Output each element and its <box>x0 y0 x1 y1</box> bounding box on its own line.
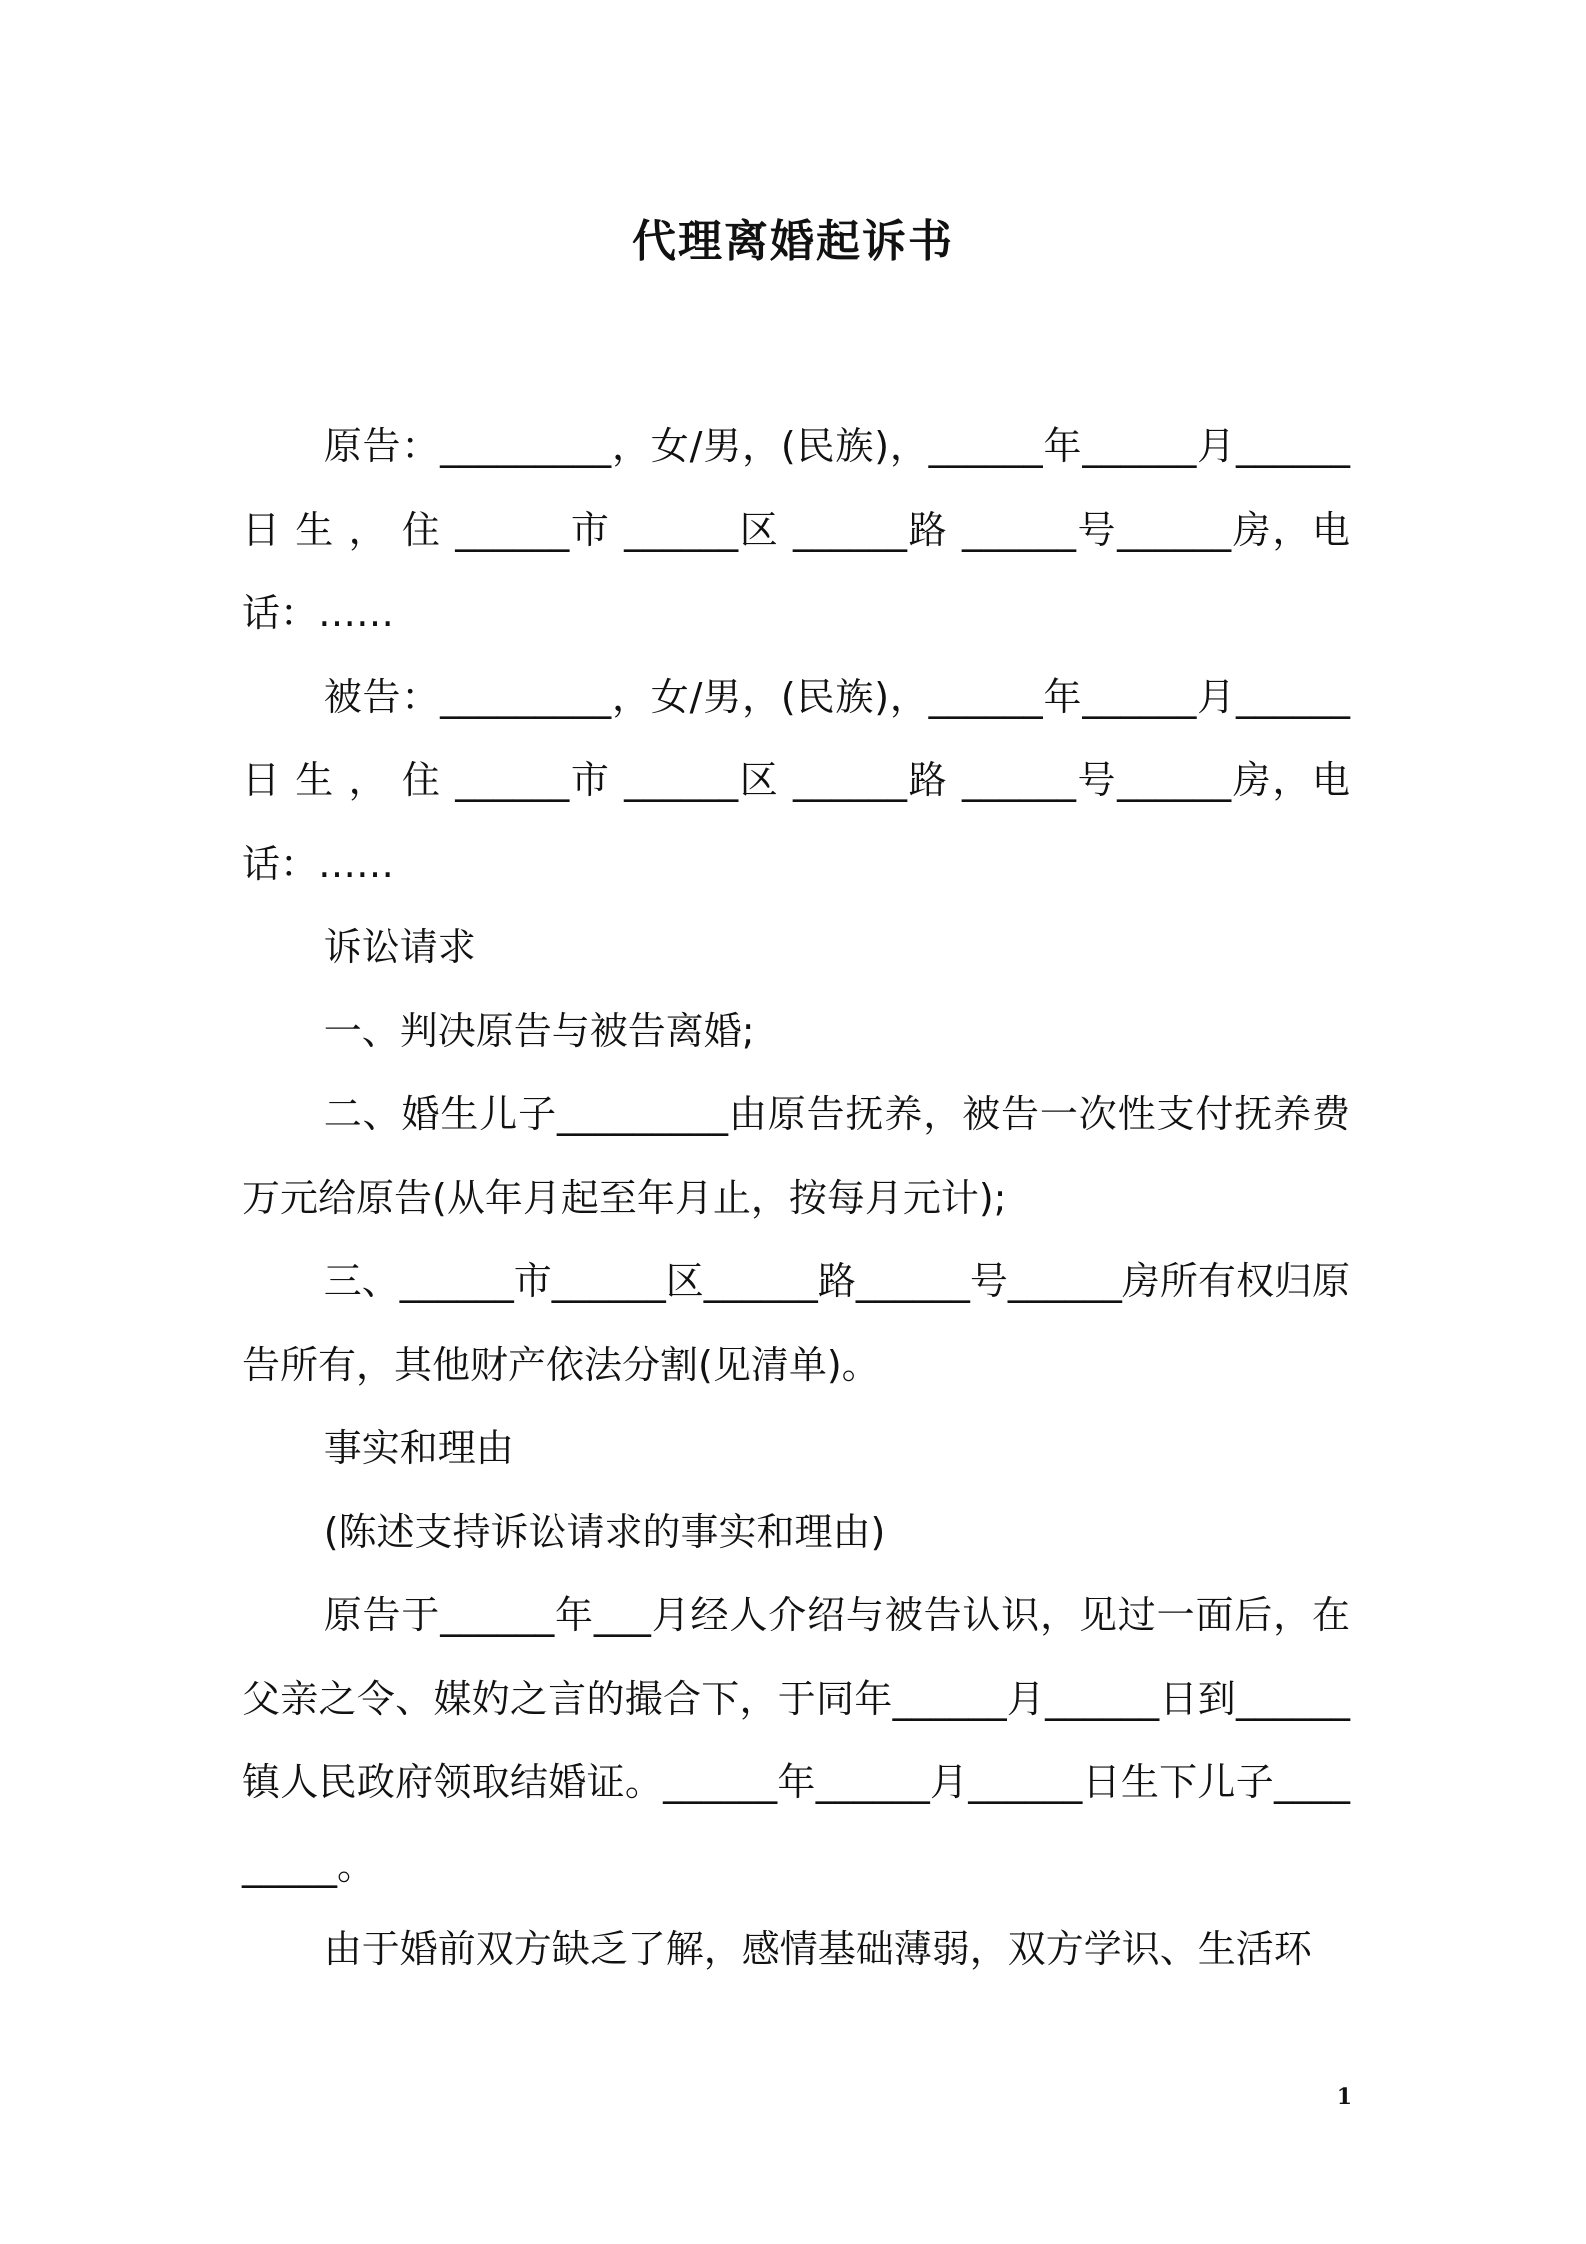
claims-heading: 诉讼请求 <box>323 925 476 969</box>
defendant-paragraph: 被告：_________，女/男，(民族)，______年______月______日 生 ， 住 ______市 ______区 ______路 ______号______房，电话：…… <box>242 674 1350 886</box>
reasons-paragraph: 由于婚前双方缺乏了解，感情基础薄弱，双方学识、生活环 <box>323 1927 1312 1971</box>
document-body <box>242 405 1350 1992</box>
facts-heading: 事实和理由 <box>323 1426 514 1470</box>
claim-item-3: 三、______市______区______路______号______房所有权归原告所有，其他财产依法分割(见清单)。 <box>242 1259 1350 1387</box>
facts-paragraph: 原告于______年___月经人介绍与被告认识，见过一面后，在父亲之令、媒妁之言的撮合下，于同年______月______日到______镇人民政府领取结婚证。______年______月______日生下儿子_________。 <box>242 1593 1350 1888</box>
claim-item-1: 一、判决原告与被告离婚; <box>323 1008 755 1053</box>
plaintiff-paragraph: 原告：_________，女/男，(民族)，______年______月______日 生 ， 住 ______市 ______区 ______路 ______号______房，电话：…… <box>242 424 1350 635</box>
page-number: 1 <box>1336 2084 1352 2110</box>
facts-note: (陈述支持诉讼请求的事实和理由) <box>323 1509 886 1554</box>
document-title: 代理离婚起诉书 <box>632 216 954 267</box>
claim-item-2: 二、婚生儿子_________由原告抚养，被告一次性支付抚养费万元给原告(从年月起至年月止，按每月元计); <box>242 1092 1350 1220</box>
